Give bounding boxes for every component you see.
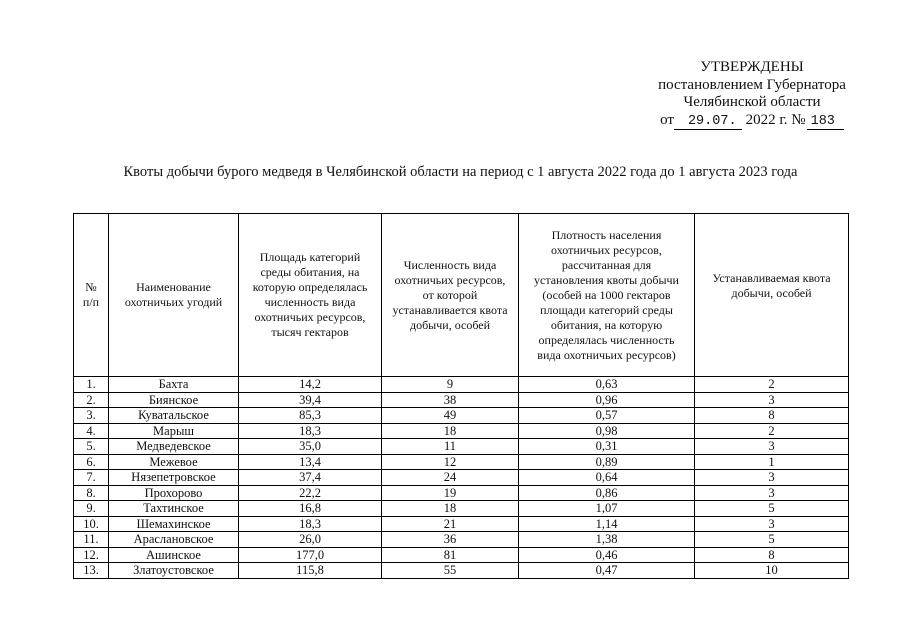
density-cell: 0,47 [519,563,695,579]
population-cell: 21 [382,516,519,532]
area-cell: 26,0 [239,532,382,548]
row-number: 10. [74,516,109,532]
density-cell: 0,86 [519,485,695,501]
area-cell: 85,3 [239,408,382,424]
approval-stamp [642,59,862,130]
table-row [74,470,849,486]
hunting-ground-name: Биянское [109,392,239,408]
hunting-ground-name: Ашинское [109,547,239,563]
quota-cell: 3 [695,516,849,532]
hunting-ground-name: Тахтинское [109,501,239,517]
row-number: 8. [74,485,109,501]
population-cell: 49 [382,408,519,424]
area-cell: 115,8 [239,563,382,579]
hunting-ground-name: Шемахинское [109,516,239,532]
area-cell: 14,2 [239,377,382,393]
table-row [74,516,849,532]
table-row [74,408,849,424]
header-line: добычи, особей [731,286,812,300]
header-line: Устанавливаемая квота [712,271,831,285]
header-line: среды обитания, на [260,265,360,279]
density-cell: 0,63 [519,377,695,393]
quota-cell: 5 [695,532,849,548]
row-number: 4. [74,423,109,439]
population-cell: 9 [382,377,519,393]
table-header-row [74,214,849,377]
hunting-ground-name: Марыш [109,423,239,439]
population-cell: 19 [382,485,519,501]
header-population [382,214,519,377]
table-row [74,563,849,579]
header-line: Наименование [136,280,211,294]
row-number: 2. [74,392,109,408]
row-number: 6. [74,454,109,470]
quota-cell: 8 [695,547,849,563]
approval-date-line [642,112,862,130]
population-cell: 18 [382,501,519,517]
quota-cell: 2 [695,423,849,439]
header-number [74,214,109,377]
quota-cell: 2 [695,377,849,393]
header-line: охотничьих ресурсов, [394,272,506,287]
quota-cell: 10 [695,563,849,579]
header-line: охотничьих угодий [124,295,223,309]
date-prefix: от [660,111,674,128]
area-cell: 13,4 [239,454,382,470]
row-number: 3. [74,408,109,424]
header-line: тысяч гектаров [271,325,349,339]
header-line: определялась численность [538,332,675,347]
header-line: которую определялась [252,280,368,294]
row-number: 1. [74,377,109,393]
area-cell: 16,8 [239,501,382,517]
header-line: численность вида [264,295,356,309]
header-line: вида охотничьих ресурсов) [537,347,676,362]
table-row [74,392,849,408]
header-line: Площадь категорий [259,250,361,264]
density-cell: 0,57 [519,408,695,424]
hunting-ground-name: Прохорово [109,485,239,501]
hunting-ground-name: Бахта [109,377,239,393]
population-cell: 12 [382,454,519,470]
density-cell: 0,89 [519,454,695,470]
area-cell: 18,3 [239,423,382,439]
row-number: 11. [74,532,109,548]
quota-cell: 3 [695,470,849,486]
row-number: 5. [74,439,109,455]
quota-cell: 1 [695,454,849,470]
hunting-ground-name: Нязепетровское [109,470,239,486]
header-quota [695,214,849,377]
quota-cell: 3 [695,485,849,501]
population-cell: 24 [382,470,519,486]
quota-cell: 5 [695,501,849,517]
area-cell: 18,3 [239,516,382,532]
hunting-ground-name: Межевое [109,454,239,470]
table-row [74,423,849,439]
table-row [74,439,849,455]
table-row [74,485,849,501]
header-line: площади категорий среды [540,302,673,317]
density-cell: 1,07 [519,501,695,517]
population-cell: 38 [382,392,519,408]
approval-line-region: Челябинской области [683,94,821,110]
table-row [74,454,849,470]
header-line: (особей на 1000 гектаров [542,287,671,302]
header-line: охотничьих ресурсов, [551,242,662,257]
hunting-ground-name: Медведевское [109,439,239,455]
document-title: Квоты добычи бурого медведя в Челябинской области на период с 1 августа 2022 года до 1 августа 2023 года [123,164,798,180]
header-line: от которой [422,287,478,302]
row-number: 13. [74,563,109,579]
header-line: устанавливается квота [392,302,508,317]
density-cell: 0,98 [519,423,695,439]
approval-line-decree: постановлением Губернатора [658,76,846,93]
header-line: добычи, особей [409,317,491,332]
population-cell: 55 [382,563,519,579]
header-hunting-ground [109,214,239,377]
decree-date: 29.07. [674,115,742,130]
quota-table [73,213,849,579]
header-line: рассчитанная для [561,257,652,272]
decree-number: 183 [807,115,844,130]
density-cell: 0,96 [519,392,695,408]
table-row [74,532,849,548]
population-cell: 11 [382,439,519,455]
population-cell: 81 [382,547,519,563]
area-cell: 177,0 [239,547,382,563]
approval-heading: УТВЕРЖДЕНЫ [700,59,804,75]
header-density [519,214,695,377]
row-number: 7. [74,470,109,486]
row-number: 9. [74,501,109,517]
header-line: Численность вида [403,257,497,272]
header-line: № [85,280,97,294]
header-line: п/п [82,295,100,309]
density-cell: 1,38 [519,532,695,548]
table-row [74,377,849,393]
density-cell: 0,64 [519,470,695,486]
hunting-ground-name: Златоустовское [109,563,239,579]
header-line: Плотность населения [551,227,662,242]
density-cell: 1,14 [519,516,695,532]
density-cell: 0,31 [519,439,695,455]
header-area [239,214,382,377]
header-line: обитания, на которую [550,317,663,332]
hunting-ground-name: Куватальское [109,408,239,424]
header-line: охотничьих ресурсов, [254,310,366,324]
population-cell: 18 [382,423,519,439]
quota-cell: 8 [695,408,849,424]
table-row [74,501,849,517]
header-line: установления квоты добычи [534,272,679,287]
date-suffix: 2022 г. № [745,111,806,128]
hunting-ground-name: Арасланoвское [109,532,239,548]
table-row [74,547,849,563]
quota-cell: 3 [695,439,849,455]
quota-cell: 3 [695,392,849,408]
density-cell: 0,46 [519,547,695,563]
area-cell: 35,0 [239,439,382,455]
row-number: 12. [74,547,109,563]
area-cell: 37,4 [239,470,382,486]
area-cell: 22,2 [239,485,382,501]
area-cell: 39,4 [239,392,382,408]
population-cell: 36 [382,532,519,548]
